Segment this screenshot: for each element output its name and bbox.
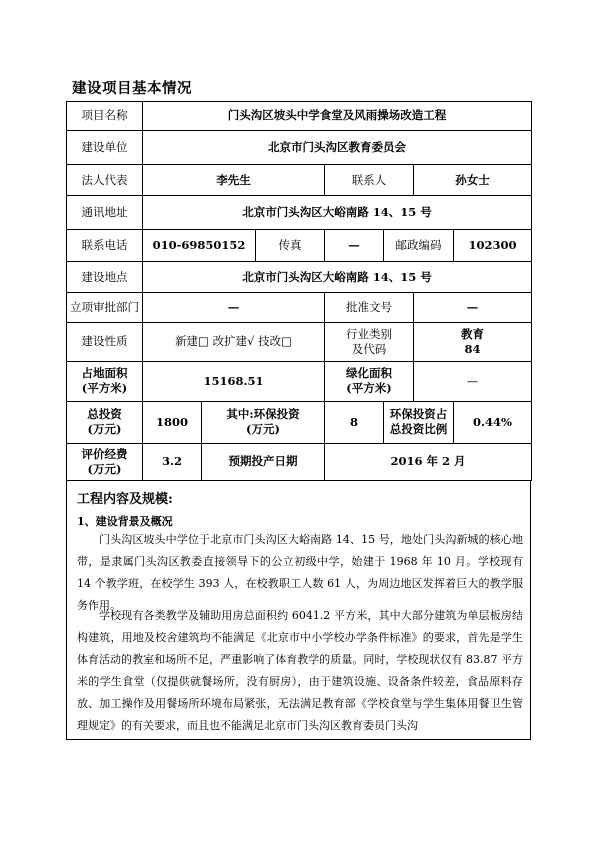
row-address [67,196,532,230]
phone-value: 010-69850152 [143,230,256,262]
project-info-form [66,101,531,481]
env-invest-label-line2: (万元) [246,422,280,437]
eval-fee-value: 3.2 [143,443,202,480]
env-ratio-label-line2: 总投资比例 [389,422,448,437]
project-name-value: 门头沟区坡头中学食堂及风雨操场改造工程 [143,102,532,131]
row-legal-rep [67,164,532,196]
row-nature [67,322,532,361]
postcode-label: 邮政编码 [384,230,454,262]
approval-dept-label: 立项审批部门 [67,293,143,323]
contact-label: 联系人 [325,164,414,196]
background-paragraph-1: 门头沟区坡头中学位于北京市门头沟区大峪南路 14、15 号，地处门头沟新城的核心地带，是隶属门头沟区教委直接领导下的公立初级中学，始建于 1968 年 10 月。学校现有 14 个教学班，在校学生 393 人，在校教职工人数 61 人，为周边地区发挥着巨大的教学服务作用。 [77,533,523,612]
green-label-line2: (平方米) [346,381,392,396]
project-info-table [66,101,532,481]
legal-rep-value: 李先生 [143,164,325,196]
eval-fee-label-line1: 评价经费 [81,446,128,461]
area-value: 15168.51 [143,361,325,401]
row-approval [67,293,532,323]
row-site [67,262,532,293]
prod-date-label: 预期投产日期 [202,443,325,480]
invest-value: 1800 [143,401,202,443]
row-eval-fee [67,443,532,480]
industry-value-line2: 84 [464,341,481,356]
row-area [67,361,532,401]
background-paragraph-2: 学校现有各类教学及辅助用房总面积约 6041.2 平方米，其中大部分建筑为单层板房结构建筑，用地及校舍建筑均不能满足《北京市中小学校办学条件标准》的要求，首先是学生体育活动的教室和场所不足，严重影响了体育教学的质量。同时，学校现状仅有 83.87 平方米的学生食堂（仅提供就餐场所，没有厨房），由于建筑设施、设备条件较差，食品原料存放、加工操作及用餐场所环境布局紧张，无法满足教育部《学校食堂与学生集体用餐卫生管理规定》的有关要求，而且也不能满足北京市门头沟区教育委员门头沟 [77,609,523,732]
approval-no-label: 批准文号 [325,293,414,323]
postcode-value: 102300 [454,230,532,262]
nature-value: 新建□ 改扩建√ 技改□ [143,322,325,361]
phone-label: 联系电话 [67,230,143,262]
approval-no-value: — [414,293,532,323]
eval-fee-label-line2: (万元) [87,461,122,476]
project-content-section [66,481,531,740]
row-phone [67,230,532,262]
env-ratio-value: 0.44% [454,401,532,443]
unit-label: 建设单位 [67,130,143,164]
legal-rep-label: 法人代表 [67,164,143,196]
env-invest-value: 8 [325,401,384,443]
fax-value: — [325,230,384,262]
row-project-name [67,102,532,131]
subsection-title: 1、建设背景及概况 [77,515,173,528]
eval-fee-label [67,443,143,480]
green-label [325,361,414,401]
unit-value: 北京市门头沟区教育委员会 [143,130,532,164]
invest-label-line2: (万元) [87,422,122,437]
section-title: 工程内容及规模: [77,492,173,507]
industry-label [325,322,414,361]
row-invest [67,401,532,443]
env-ratio-label-line1: 环保投资占 [389,407,448,422]
env-invest-label-line1: 其中:环保投资 [226,407,300,422]
prod-date-value: 2016 年 2 月 [325,443,532,480]
project-name-label: 项目名称 [67,102,143,131]
industry-label-line2: 及代码 [351,341,387,356]
env-ratio-label [384,401,454,443]
invest-label [67,401,143,443]
contact-value: 孙女士 [414,164,532,196]
row-unit [67,130,532,164]
env-invest-label [202,401,325,443]
green-value: — [414,361,532,401]
site-label: 建设地点 [67,262,143,293]
industry-value [414,322,532,361]
address-label: 通讯地址 [67,196,143,230]
area-label-line1: 占地面积 [81,366,128,381]
invest-label-line1: 总投资 [87,407,122,422]
site-value: 北京市门头沟区大峪南路 14、15 号 [143,262,532,293]
industry-label-line1: 行业类别 [346,326,392,341]
area-label [67,361,143,401]
approval-dept-value: — [143,293,325,323]
page-title: 建设项目基本情况 [72,80,192,97]
fax-label: 传真 [256,230,325,262]
industry-value-line1: 教育 [461,326,485,341]
area-label-line2: (平方米) [81,381,128,396]
green-label-line1: 绿化面积 [346,366,392,381]
nature-label: 建设性质 [67,322,143,361]
address-value: 北京市门头沟区大峪南路 14、15 号 [143,196,532,230]
